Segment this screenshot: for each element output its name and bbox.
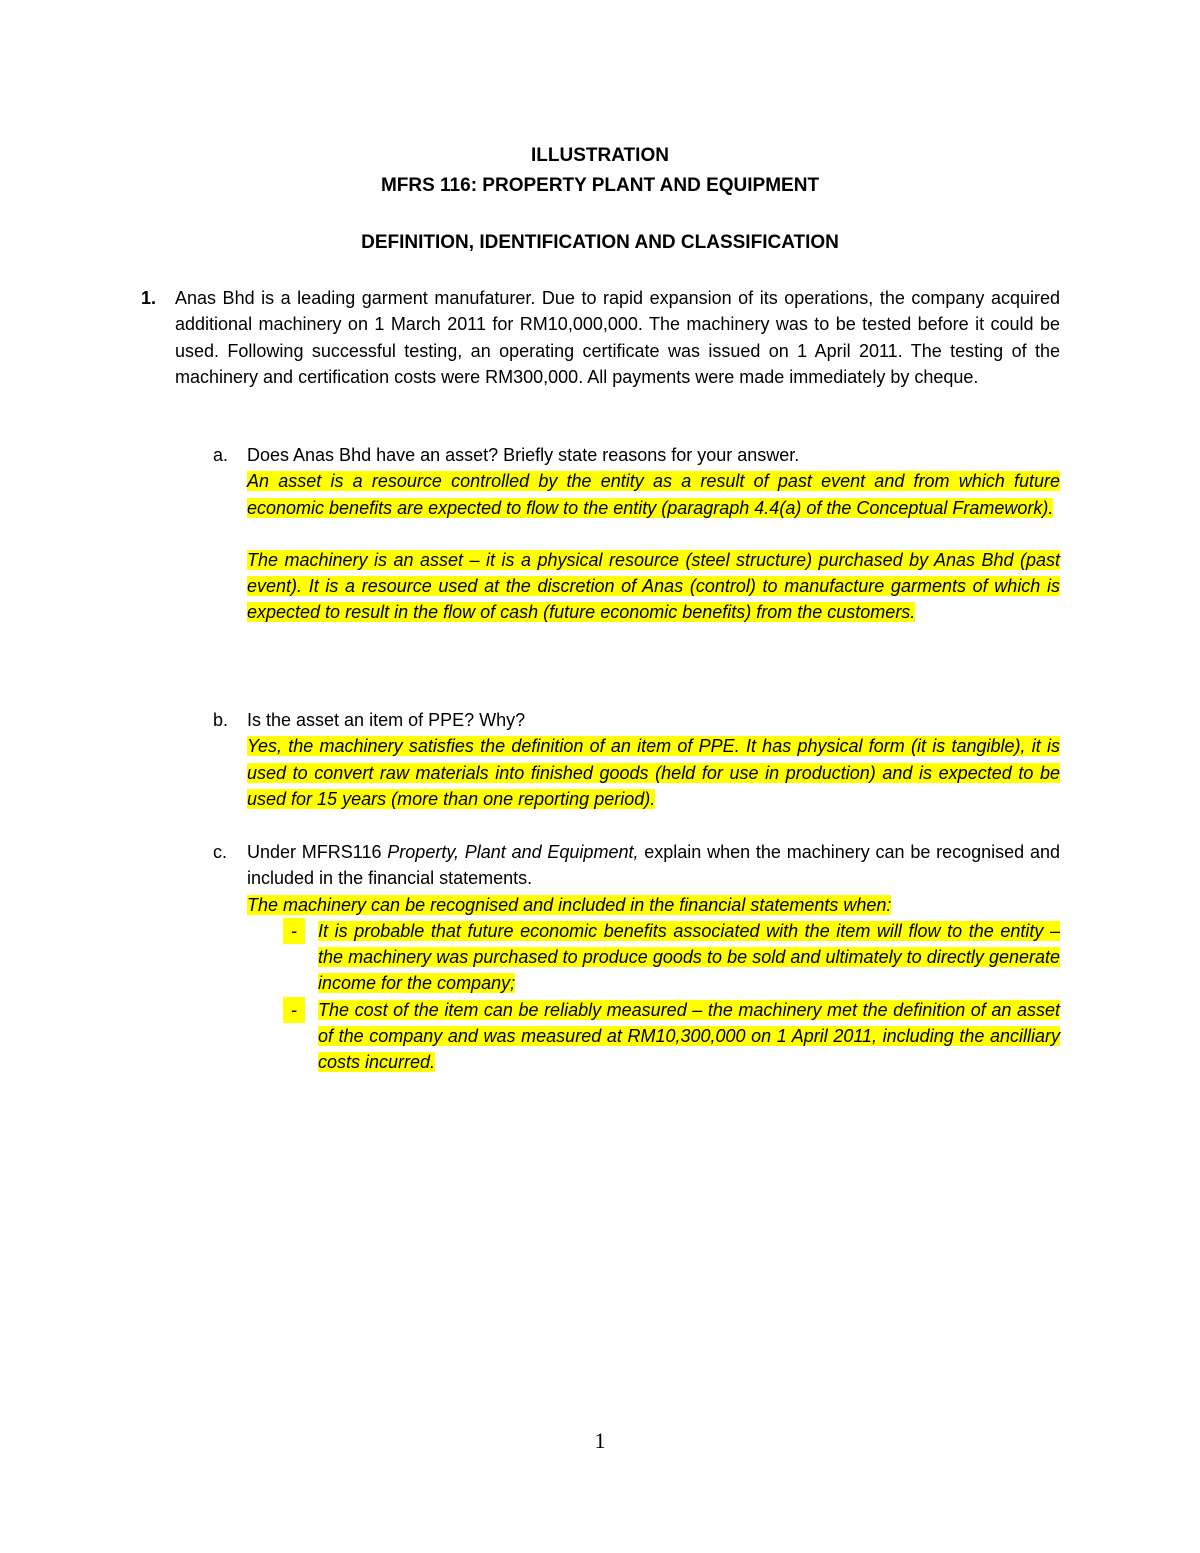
part-a-answer-definition: An asset is a resource controlled by the entity as a result of past event and from which future economic benefits are expected to flow to the entity (paragraph 4.4(a) of the Conceptual Framework). xyxy=(247,471,1060,518)
part-c-letter: c. xyxy=(213,842,228,862)
part-a-question: Does Anas Bhd have an asset? Briefly state reasons for your answer. xyxy=(247,445,800,465)
question-number: 1. xyxy=(141,288,157,308)
part-a xyxy=(213,442,1060,626)
part-b-question: Is the asset an item of PPE? Why? xyxy=(247,710,526,730)
part-c-answer-intro: The machinery can be recognised and included in the financial statements when: xyxy=(247,894,892,915)
part-b-answer: Yes, the machinery satisfies the definition of an item of PPE. It has physical form (it is tangible), it is used to convert raw materials into finished goods (held for use in production) and is expected to be used for 15 years (more than one reporting period). xyxy=(247,736,1060,809)
part-b-letter: b. xyxy=(213,710,229,730)
question-1 xyxy=(141,285,1060,390)
part-c-bullet-2: - The cost of the item can be reliably measured – the machinery met the definition of an asset of the company and was measured at RM10,300,000 on 1 April 2011, including the ancilliary costs incurred. xyxy=(247,997,1060,1076)
question-text: Anas Bhd is a leading garment manufaturer. Due to rapid expansion of its operations, the company acquired additional machinery on 1 March 2011 for RM10,000,000. The machinery was to be tested before it could be used. Following successful testing, an operating certificate was issued on 1 April 2011. The testing of the machinery and certification costs were RM300,000. All payments were made immediately by cheque. xyxy=(175,288,1060,387)
bullet-dash: - xyxy=(283,918,305,944)
part-a-letter: a. xyxy=(213,445,229,465)
part-c-bullet-1: - It is probable that future economic benefits associated with the item will flow to the entity – the machinery was purchased to produce goods to be sold and ultimately to directly generate income for the company; xyxy=(247,918,1060,997)
part-c-question: Under MFRS116 Property, Plant and Equipment, explain when the machinery can be recognised and included in the financial statements. xyxy=(247,842,1061,889)
page-number: 1 xyxy=(594,1428,606,1453)
standard-title: MFRS 116: PROPERTY PLANT AND EQUIPMENT xyxy=(380,175,820,196)
part-a-answer-explanation: The machinery is an asset – it is a physical resource (steel structure) purchased by Anas Bhd (past event). It is a resource used at the discretion of Anas (control) to manufacture garments of which is expected to result in the flow of cash (future economic benefits) from the customers. xyxy=(247,549,1060,623)
section-heading: DEFINITION, IDENTIFICATION AND CLASSIFICATION xyxy=(361,232,839,253)
part-b xyxy=(213,707,1060,812)
bullet-dash: - xyxy=(283,997,305,1023)
part-c xyxy=(213,839,1060,1076)
document-title: ILLUSTRATION xyxy=(531,145,669,166)
